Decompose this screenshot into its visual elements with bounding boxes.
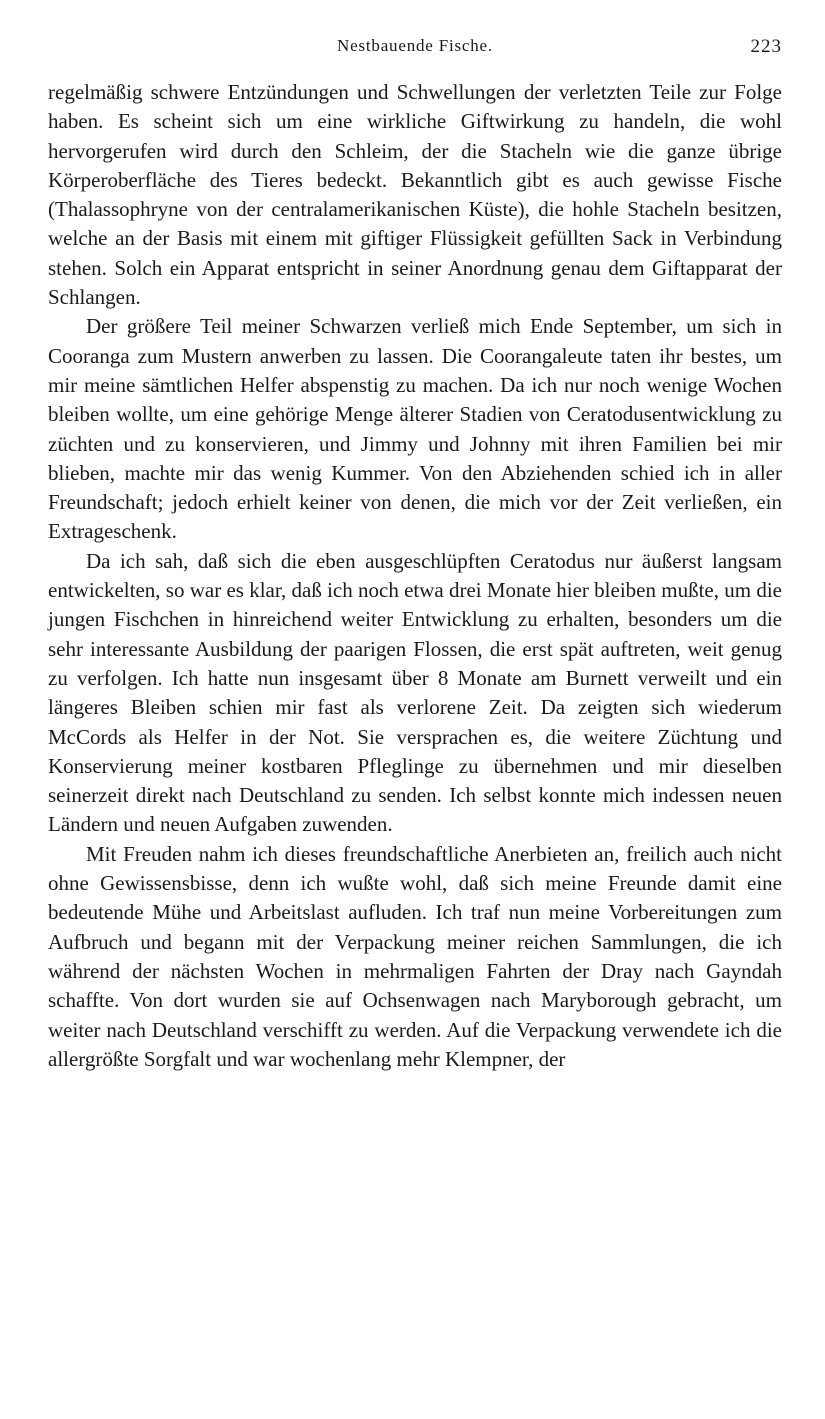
running-title: Nestbauende Fische. <box>337 36 493 55</box>
running-head <box>48 30 782 64</box>
book-page <box>48 30 782 1074</box>
paragraph-1: regelmäßig schwere Entzündungen und Schwellungen der verletzten Teile zur Folge haben. Es scheint sich um eine wirkliche Giftwirkung zu handeln, die wohl hervorgerufen wird durch den Schleim, der die Stacheln wie die ganze übrige Körperoberfläche des Tieres bedeckt. Bekanntlich gibt es auch gewisse Fische (Thalassophryne von der centralamerikanischen Küste), die hohle Stacheln besitzen, welche an der Basis mit einem mit giftiger Flüssigkeit gefüllten Sack in Verbindung stehen. Solch ein Apparat entspricht in seiner Anordnung genau dem Giftapparat der Schlangen. <box>48 80 782 310</box>
body-text <box>48 78 782 1074</box>
paragraph-3: Da ich sah, daß sich die eben ausgeschlüpften Ceratodus nur äußerst langsam entwickelten, so war es klar, daß ich noch etwa drei Monate hier bleiben mußte, um die jungen Fischchen in hinreichend weiter Entwicklung zu erhalten, besonders um die sehr interessante Ausbildung der paarigen Flossen, die erst spät auftreten, weit genug zu verfolgen. Ich hatte nun insgesamt über 8 Monate am Burnett verweilt und ein längeres Bleiben schien mir fast als verlorene Zeit. Da zeigten sich wiederum McCords als Helfer in der Not. Sie versprachen es, die weitere Züchtung und Konservierung meiner kostbaren Pfleglinge zu übernehmen und mir dieselben seinerzeit direkt nach Deutschland zu senden. Ich selbst konnte mich indessen neuen Ländern und neuen Aufgaben zuwenden. <box>48 548 782 837</box>
paragraph-4: Mit Freuden nahm ich dieses freundschaftliche Anerbieten an, freilich auch nicht ohne Gewissensbisse, denn ich wußte wohl, daß sich meine Freunde damit eine bedeutende Mühe und Arbeitslast aufluden. Ich traf nun meine Vorbereitungen zum Aufbruch und begann mit der Verpackung meiner reichen Sammlungen, die ich während der nächsten Wochen in mehrmaligen Fahrten der Dray nach Gayndah schaffte. Von dort wurden sie auf Ochsenwagen nach Maryborough gebracht, um weiter nach Deutschland verschifft zu werden. Auf die Verpackung verwendete ich die allergrößte Sorgfalt und war wochenlang mehr Klempner, der <box>48 841 782 1071</box>
page-number: 223 <box>750 36 782 57</box>
paragraph-2: Der größere Teil meiner Schwarzen verließ mich Ende September, um sich in Cooranga zum Mustern anwerben zu lassen. Die Coorangaleute taten ihr bestes, um mir meine sämtlichen Helfer abspenstig zu machen. Da ich nur noch wenige Wochen bleiben wollte, um eine gehörige Menge älterer Stadien von Ceratodusentwicklung zu züchten und zu konservieren, und Jimmy und Johnny mit ihren Familien bei mir blieben, machte mir das wenig Kummer. Von den Abziehenden schied ich in aller Freundschaft; jedoch erhielt keiner von denen, die mich vor der Zeit verließen, ein Extrageschenk. <box>48 314 782 544</box>
